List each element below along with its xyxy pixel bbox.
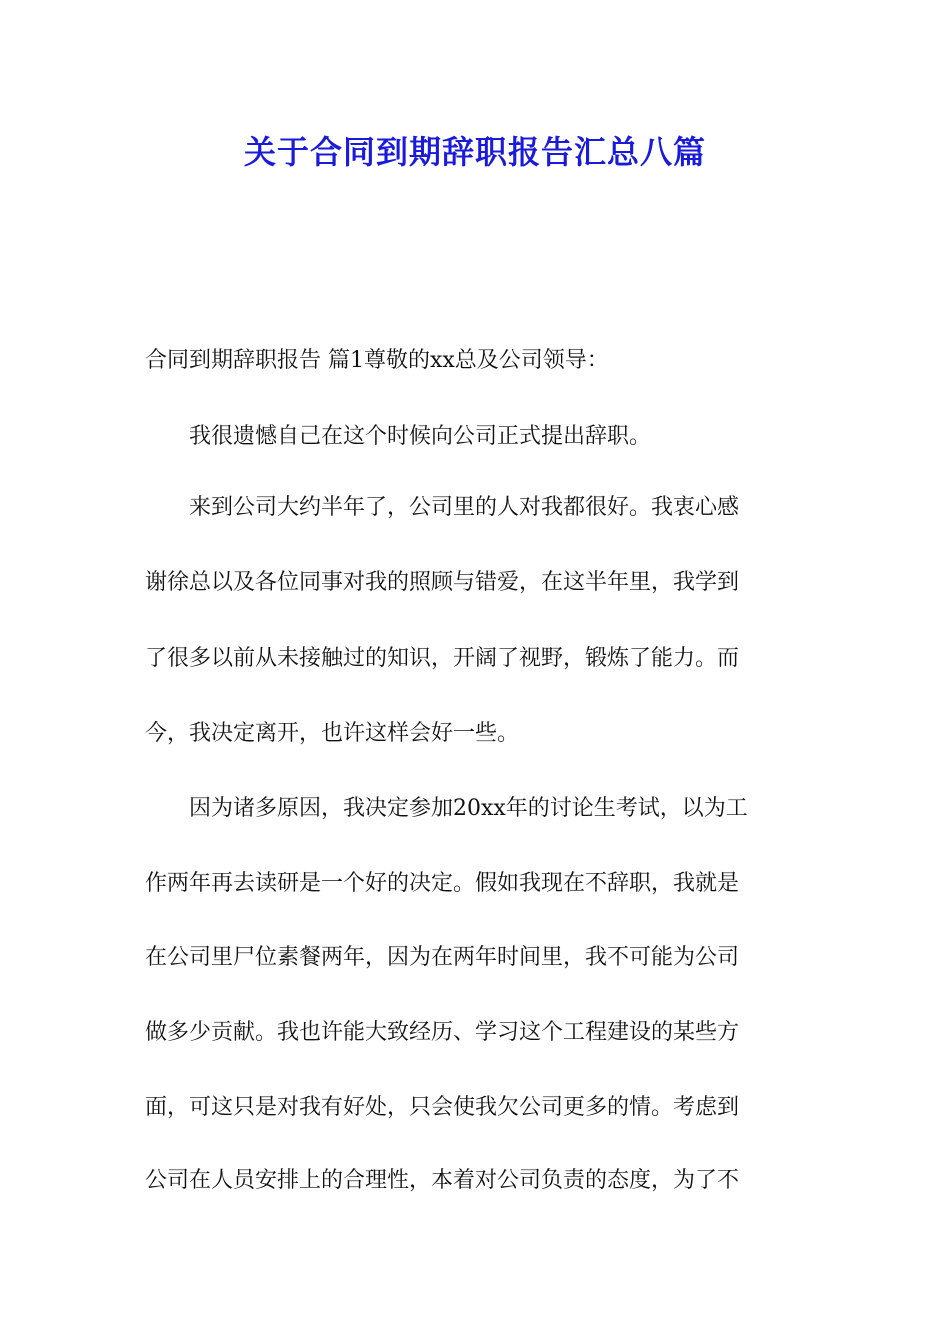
text-line: 了很多以前从未接触过的知识，开阔了视野，锻炼了能力。而 [145, 646, 740, 671]
text-line: 因为诸多原因，我决定参加20xx年的讨论生考试，以为工 [145, 796, 748, 821]
text-line: 公司在人员安排上的合理性，本着对公司负责的态度，为了不 [145, 1168, 740, 1193]
text-line: 在公司里尸位素餐两年，因为在两年时间里，我不可能为公司 [145, 945, 740, 970]
text-line: 面，可这只是对我有好处，只会使我欠公司更多的情。考虑到 [145, 1095, 740, 1120]
text-line: 做多少贡献。我也许能大致经历、学习这个工程建设的某些方 [145, 1020, 740, 1045]
text-line: 作两年再去读研是一个好的决定。假如我现在不辞职，我就是 [145, 871, 740, 896]
text-line: 合同到期辞职报告 篇1尊敬的xx总及公司领导： [145, 348, 609, 373]
text-line: 来到公司大约半年了，公司里的人对我都很好。我衷心感 [145, 495, 740, 520]
text-line: 今，我决定离开，也许这样会好一些。 [145, 721, 520, 746]
text-line: 我很遗憾自己在这个时候向公司正式提出辞职。 [145, 424, 652, 449]
document-title: 关于合同到期辞职报告汇总八篇 [243, 133, 706, 171]
text-line: 谢徐总以及各位同事对我的照顾与错爱，在这半年里，我学到 [145, 570, 740, 595]
